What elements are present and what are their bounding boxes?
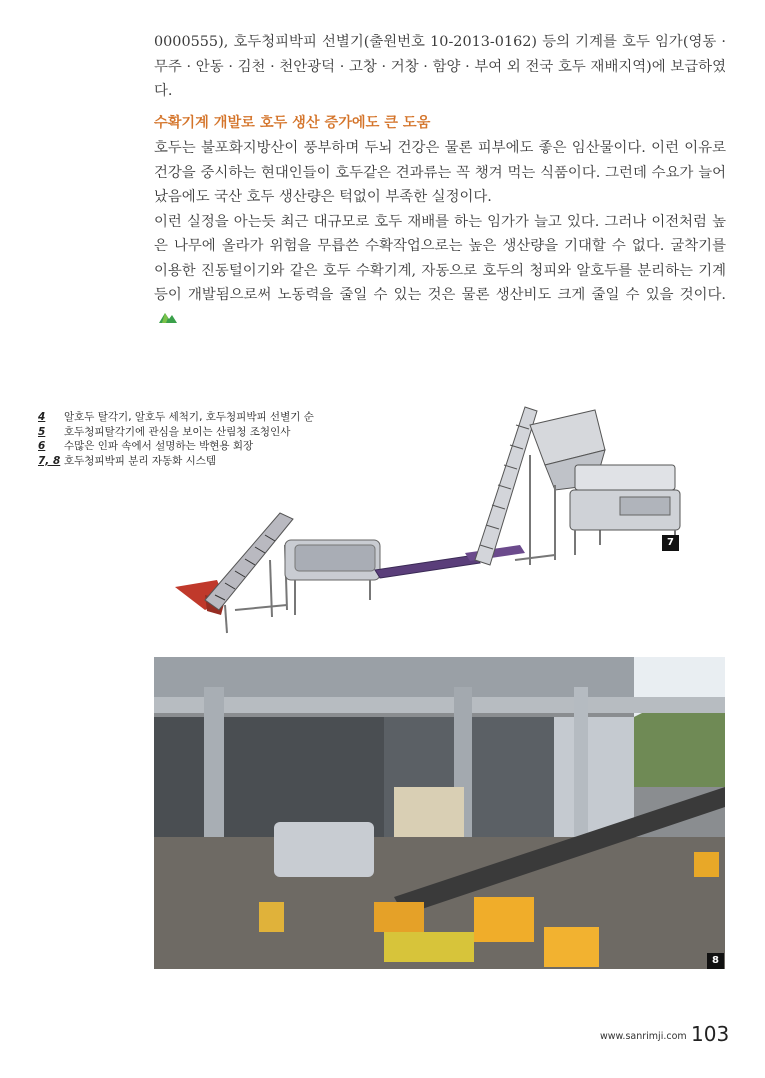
caption-number: 6 [38,440,46,452]
paragraph-body [154,136,726,332]
paragraph-2b-text: 이런 실정을 아는듯 최근 대규모로 호두 재배를 하는 임가가 늘고 있다. 그러나 이전처럼 높은 나무에 올라가 위험을 무릅쓴 수확작업으로는 높은 생산량을 기대할 수 없다. 굴착기를 이용한 진동털이기와 같은 호두 수확기계, 자동으로 호두의 청피와 알호두를 분리하는 기계 등이 개발됨으로써 노동력을 줄일 수 있는 것은 물론 생산비도 크게 줄일 수 있을 것이다. [154,213,726,303]
page-number: 103 [691,1022,730,1046]
factory-photo [154,657,725,969]
caption-text: 호두청피탈각기에 관심을 보이는 산림청 조청인사 [64,425,291,438]
paragraph-top: 0000555), 호두청피박피 선별기(출원번호 10-2013-0162) 등의 기계를 호두 임가(영동 · 무주 · 안동 · 김천 · 천안광덕 · 고창 · 거창 · 함양 · 부여 외 전국 호두 재배지역)에 보급하였다. [154,34,726,99]
figure-8-badge: 8 [707,953,724,969]
footer-url: www.sanrimji.com [600,1031,687,1042]
caption-number: 7, 8 [38,454,61,467]
paragraph-2a: 호두는 불포화지방산이 풍부하며 두뇌 건강은 물론 피부에도 좋은 임산물이다. 이런 이유로 건강을 중시하는 현대인들이 호두같은 견과류는 꼭 챙겨 먹는 식품이다. 그런데 수요가 늘어났음에도 국산 호두 생산량은 턱없이 부족한 실정이다. [154,140,726,205]
caption-text: 알호두 탈각기, 알호두 세척기, 호두청피박피 선별기 순 [64,411,314,423]
caption-number: 4 [38,411,46,423]
machine-diagram [175,395,685,640]
caption-number: 5 [38,425,46,438]
figure-7-badge: 7 [662,535,679,551]
caption-text: 호두청피박피 분리 자동화 시스템 [64,454,217,467]
paragraph-2b [154,210,726,333]
end-mark-icon [158,308,178,333]
caption-text: 수많은 인파 속에서 설명하는 박현용 회장 [64,440,254,452]
section-heading: 수확기계 개발로 호두 생산 증가에도 큰 도움 [154,115,431,131]
